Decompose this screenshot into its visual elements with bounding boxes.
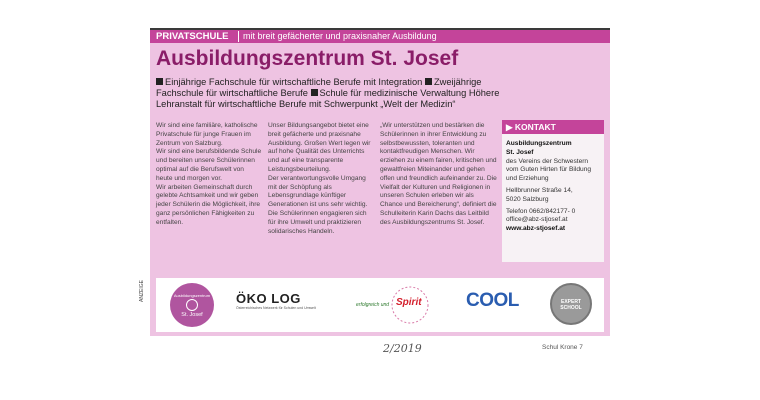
school-item: Höhere Lehranstalt für wirtschaftliche Berufe mit Schwerpunkt „Welt der Medizin“ xyxy=(156,88,500,109)
bullet-square-icon xyxy=(425,78,432,85)
text-column-3 xyxy=(380,122,497,228)
logo-subtext: Österreichisches Netzwerk für Schulen und Umwelt xyxy=(236,306,316,310)
page-footer: Schul Krone 7 xyxy=(542,344,583,351)
cool-logo: COOL xyxy=(466,290,519,311)
school-list xyxy=(156,77,512,110)
contact-box xyxy=(502,120,604,262)
contact-email[interactable]: office@abz-stjosef.at xyxy=(506,216,568,224)
school-item: Einjährige Fachschule für wirtschaftliche Berufe mit Integration xyxy=(165,77,423,87)
bullet-square-icon xyxy=(156,78,163,85)
contact-name-line2: St. Josef xyxy=(506,148,534,156)
quote-paragraph: „Wir unterstützen und bestärken die Schülerinnen in ihrer Entwicklung zu selbstbewussten, toleranten und kontaktfreudigen Menschen. Wir erziehen zu einem fairen, kritischen und gewaltfreien Miteinander und gehen offen und freundlich aufeinander zu. Die Vielfalt der Kulturen und Religionen in unseren Schulen erleben wir als Chance und Bereicherung“, definiert die Schulleiterin Karin Dachs das Leitbild des Ausbildungszentrums St. Josef. xyxy=(380,122,497,226)
logo-text: St. Josef xyxy=(181,312,203,318)
cross-icon xyxy=(186,299,198,311)
contact-header: ▶ KONTAKT xyxy=(502,120,604,134)
paragraph: Wir arbeiten Gemeinschaft durch gelebte Achtsamkeit und wir geben jeder Schülerin die Möglichkeit, ihre ganz persönlichen Fähigkeiten zu entfalten. xyxy=(156,183,261,226)
contact-description: des Vereins der Schwestern vom Guten Hirten für Bildung und Erziehung xyxy=(506,157,592,183)
category-bar xyxy=(150,30,610,43)
school-item: Schule für medizinische Verwaltung xyxy=(319,88,467,98)
logo-text: erfolgreich und xyxy=(356,302,390,308)
bullet-square-icon xyxy=(311,89,318,96)
logo-strip xyxy=(156,278,604,332)
category-label: PRIVATSCHULE xyxy=(156,31,229,42)
paragraph: Wir sind eine familiäre, katholische Privatschule für junge Frauen im Zentrum von Salzburg. xyxy=(156,122,258,147)
headline: Ausbildungszentrum St. Josef xyxy=(156,47,459,70)
contact-street: Hellbrunner Straße 14, xyxy=(506,186,573,194)
st-josef-logo xyxy=(170,283,214,327)
logo-text: Spirit xyxy=(396,297,422,308)
expert-school-badge xyxy=(550,283,592,325)
contact-header-label: KONTAKT xyxy=(514,122,556,132)
advertisement xyxy=(150,28,610,336)
contact-name-line1: Ausbildungszentrum xyxy=(506,140,572,147)
spirit-logo xyxy=(356,283,444,327)
side-label: ANZEIGE xyxy=(139,280,145,302)
handwritten-date: 2/2019 xyxy=(383,342,422,355)
contact-phone: Telefon 0662/842177- 0 xyxy=(506,207,576,215)
contact-city: 5020 Salzburg xyxy=(506,195,549,203)
category-subtitle: mit breit gefächerter und praxisnaher Ausbildung xyxy=(243,31,437,41)
oekolog-logo xyxy=(236,291,320,319)
paragraph: Unser Bildungsangebot bietet eine breit gefächerte und praxisnahe Ausbildung. Großen Wert legen wir auf hohe Qualität des Unterrichts und auf eine transparente Leistungsbeurteilung. xyxy=(268,122,371,173)
school-item: Zweijährige Fachschule für wirtschaftliche Berufe xyxy=(156,77,482,98)
category-divider xyxy=(238,31,239,42)
badge-text: EXPERT SCHOOL xyxy=(560,299,582,311)
logo-text: Ausbildungszentrum xyxy=(173,293,211,298)
text-column-2 xyxy=(268,122,376,236)
logo-text: ÖKO LOG xyxy=(236,291,301,306)
contact-website[interactable]: www.abz-stjosef.at xyxy=(506,225,566,233)
paragraph: Der verantwortungsvolle Umgang mit der Schöpfung als Lebensgrundlage künftiger Generationen ist uns sehr wichtig. Die Schülerinnen engagieren sich für ihre Umwelt und praktizieren solidarisches Handeln. xyxy=(268,174,368,235)
text-column-1 xyxy=(156,122,262,228)
paragraph: Wir sind eine berufsbildende Schule und bereiten unsere Schülerinnen optimal auf die Berufswelt von heute und morgen vor. xyxy=(156,148,262,182)
